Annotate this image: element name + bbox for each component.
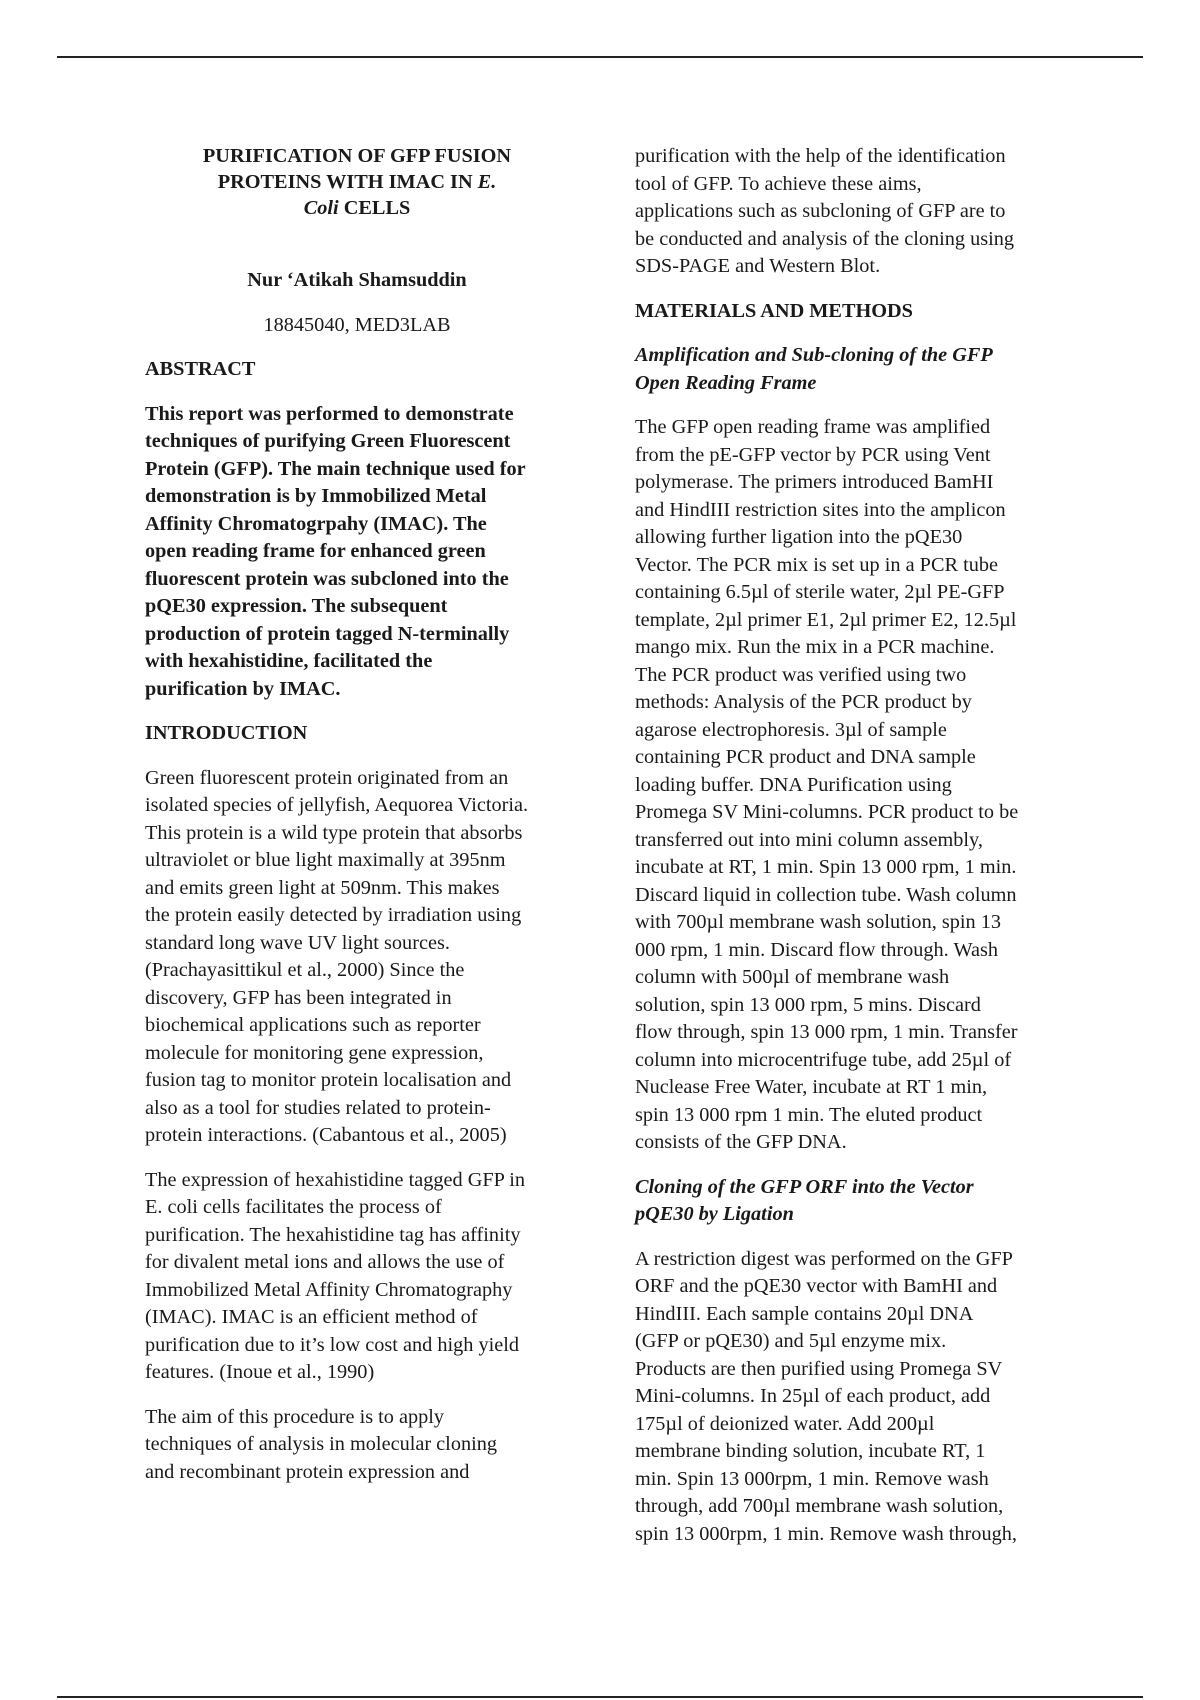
text-line: This protein is a wild type protein that absorbs (145, 821, 523, 844)
text-line: The expression of hexahistidine tagged GFP in (145, 1168, 526, 1191)
text-line: fusion tag to monitor protein localisation and (145, 1069, 512, 1091)
text-line: purification by IMAC. (145, 677, 341, 700)
introduction-paragraph-1 (145, 765, 569, 1150)
left-column (145, 143, 569, 1503)
text-line: pQE30 by Ligation (635, 1203, 794, 1225)
text-line: This report was performed to demonstrate (145, 402, 514, 425)
text-line: ultraviolet or blue light maximally at 395nm (145, 849, 506, 871)
text-line: purification. The hexahistidine tag has affinity (145, 1223, 521, 1246)
text-line: pQE30 expression. The subsequent (145, 595, 448, 617)
text-line: techniques of analysis in molecular cloning (145, 1433, 498, 1455)
text-line: purification due to it’s low cost and high yield (145, 1333, 520, 1356)
text-line: SDS-PAGE and Western Blot. (635, 255, 881, 277)
text-line: min. Spin 13 000rpm, 1 min. Remove wash (635, 1467, 989, 1490)
text-line: with hexahistidine, facilitated the (145, 650, 433, 672)
methods-paragraph-1 (635, 414, 1059, 1157)
text-line: Promega SV Mini-columns. PCR product to be (635, 801, 1019, 823)
subsection-heading-amplification (635, 342, 1059, 397)
text-line: isolated species of jellyfish, Aequorea Victoria. (145, 794, 529, 816)
introduction-heading: INTRODUCTION (145, 722, 308, 744)
text-line: The GFP open reading frame was amplified (635, 416, 991, 438)
text-line: The aim of this procedure is to apply (145, 1405, 445, 1428)
text-line: open reading frame for enhanced green (145, 540, 486, 562)
text-line: Protein (GFP). The main technique used for (145, 457, 526, 480)
text-line: containing PCR product and DNA sample (635, 746, 976, 768)
text-line: fluorescent protein was subcloned into the (145, 567, 509, 590)
text-line: mango mix. Run the mix in a PCR machine. (635, 636, 995, 658)
introduction-paragraph-3 (145, 1404, 569, 1487)
text-line: allowing further ligation into the pQE30 (635, 526, 963, 548)
text-line: also as a tool for studies related to protein- (145, 1096, 491, 1119)
text-line: tool of GFP. To achieve these aims, (635, 172, 922, 195)
text-line: purification with the help of the identification (635, 145, 1006, 167)
text-line: column with 500µl of membrane wash (635, 966, 950, 988)
text-line: techniques of purifying Green Fluorescent (145, 430, 511, 452)
abstract-text (145, 401, 569, 704)
text-line: Products are then purified using Promega SV (635, 1357, 1003, 1380)
text-line: through, add 700µl membrane wash solution, (635, 1495, 1004, 1517)
text-line: The PCR product was verified using two (635, 663, 967, 686)
text-line: applications such as subcloning of GFP are to (635, 200, 1006, 222)
text-line: ORF and the pQE30 vector with BamHI and (635, 1275, 998, 1297)
text-line: template, 2µl primer E1, 2µl primer E2, 12.5µl (635, 608, 1017, 631)
paper-title: PURIFICATION OF GFP FUSION PROTEINS WITH IMAC IN E. Coli CELLS (202, 145, 512, 219)
text-line: discovery, GFP has been integrated in (145, 986, 452, 1009)
text-line: Nuclease Free Water, incubate at RT 1 min, (635, 1076, 988, 1098)
text-line: spin 13 000rpm, 1 min. Remove wash through, (635, 1522, 1017, 1545)
text-line: Green fluorescent protein originated from an (145, 766, 509, 789)
text-line: incubate at RT, 1 min. Spin 13 000 rpm, 1 min. (635, 856, 1017, 878)
text-line: and HindIII restriction sites into the amplicon (635, 498, 1006, 521)
text-line: (Prachayasittikul et al., 2000) Since the (145, 959, 465, 981)
text-line: spin 13 000 rpm 1 min. The eluted product (635, 1103, 983, 1126)
author-affiliation: 18845040, MED3LAB (263, 313, 451, 336)
introduction-paragraph-2 (145, 1167, 569, 1387)
text-line: solution, spin 13 000 rpm, 5 mins. Discard (635, 993, 981, 1016)
text-line: Discard liquid in collection tube. Wash column (635, 883, 1017, 906)
methods-paragraph-2 (635, 1246, 1059, 1549)
text-line: Affinity Chromatogrpahy (IMAC). The (145, 512, 487, 535)
text-line: from the pE-GFP vector by PCR using Vent (635, 443, 991, 466)
text-line: features. (Inoue et al., 1990) (145, 1361, 375, 1383)
text-line: be conducted and analysis of the cloning using (635, 227, 1015, 250)
text-line: (IMAC). IMAC is an efficient method of (145, 1306, 478, 1328)
right-column (635, 143, 1059, 1565)
text-line: agarose electrophoresis. 3µl of sample (635, 718, 947, 741)
text-line: Vector. The PCR mix is set up in a PCR tube (635, 553, 999, 576)
text-line: membrane binding solution, incubate RT, 1 (635, 1440, 986, 1462)
footer-rule (57, 1696, 1143, 1698)
text-line: the protein easily detected by irradiation using (145, 904, 522, 926)
author-name: Nur ‘Atikah Shamsuddin (247, 269, 467, 291)
text-line: consists of the GFP DNA. (635, 1131, 847, 1153)
text-line: 175µl of deionized water. Add 200µl (635, 1412, 935, 1435)
text-line: molecule for monitoring gene expression, (145, 1041, 484, 1064)
text-line: containing 6.5µl of sterile water, 2µl PE-GFP (635, 581, 1005, 603)
text-line: protein interactions. (Cabantous et al., 2005) (145, 1124, 507, 1146)
text-line: Amplification and Sub-cloning of the GFP (635, 344, 993, 366)
subsection-heading-cloning (635, 1174, 1059, 1229)
text-line: Mini-columns. In 25µl of each product, add (635, 1385, 991, 1407)
text-line: 000 rpm, 1 min. Discard flow through. Wash (635, 938, 999, 961)
text-line: methods: Analysis of the PCR product by (635, 691, 972, 713)
text-line: biochemical applications such as reporter (145, 1014, 481, 1036)
text-line: polymerase. The primers introduced BamHI (635, 471, 994, 493)
text-line: loading buffer. DNA Purification using (635, 773, 952, 796)
text-line: Cloning of the GFP ORF into the Vector (635, 1175, 974, 1198)
text-line: Immobilized Metal Affinity Chromatography (145, 1278, 513, 1301)
text-line: production of protein tagged N-terminally (145, 622, 510, 645)
text-line: with 700µl membrane wash solution, spin 13 (635, 911, 1002, 933)
methods-heading: MATERIALS AND METHODS (635, 299, 913, 322)
abstract-heading: ABSTRACT (145, 358, 256, 380)
text-line: flow through, spin 13 000 rpm, 1 min. Transfer (635, 1021, 1018, 1043)
text-line: E. coli cells facilitates the process of (145, 1196, 442, 1218)
header-rule (57, 56, 1143, 58)
text-line: column into microcentrifuge tube, add 25µl of (635, 1048, 1012, 1071)
text-line: standard long wave UV light sources. (145, 931, 450, 954)
text-line: and emits green light at 509nm. This makes (145, 876, 500, 899)
text-line: A restriction digest was performed on the GFP (635, 1247, 1013, 1270)
text-line: demonstration is by Immobilized Metal (145, 485, 487, 507)
text-line: HindIII. Each sample contains 20µl DNA (635, 1302, 974, 1325)
text-line: Open Reading Frame (635, 371, 817, 394)
text-line: transferred out into mini column assembly, (635, 828, 983, 851)
text-line: (GFP or pQE30) and 5µl enzyme mix. (635, 1330, 947, 1352)
introduction-paragraph-3-continued (635, 143, 1059, 281)
text-line: for divalent metal ions and allows the use of (145, 1251, 505, 1273)
text-line: and recombinant protein expression and (145, 1460, 470, 1483)
